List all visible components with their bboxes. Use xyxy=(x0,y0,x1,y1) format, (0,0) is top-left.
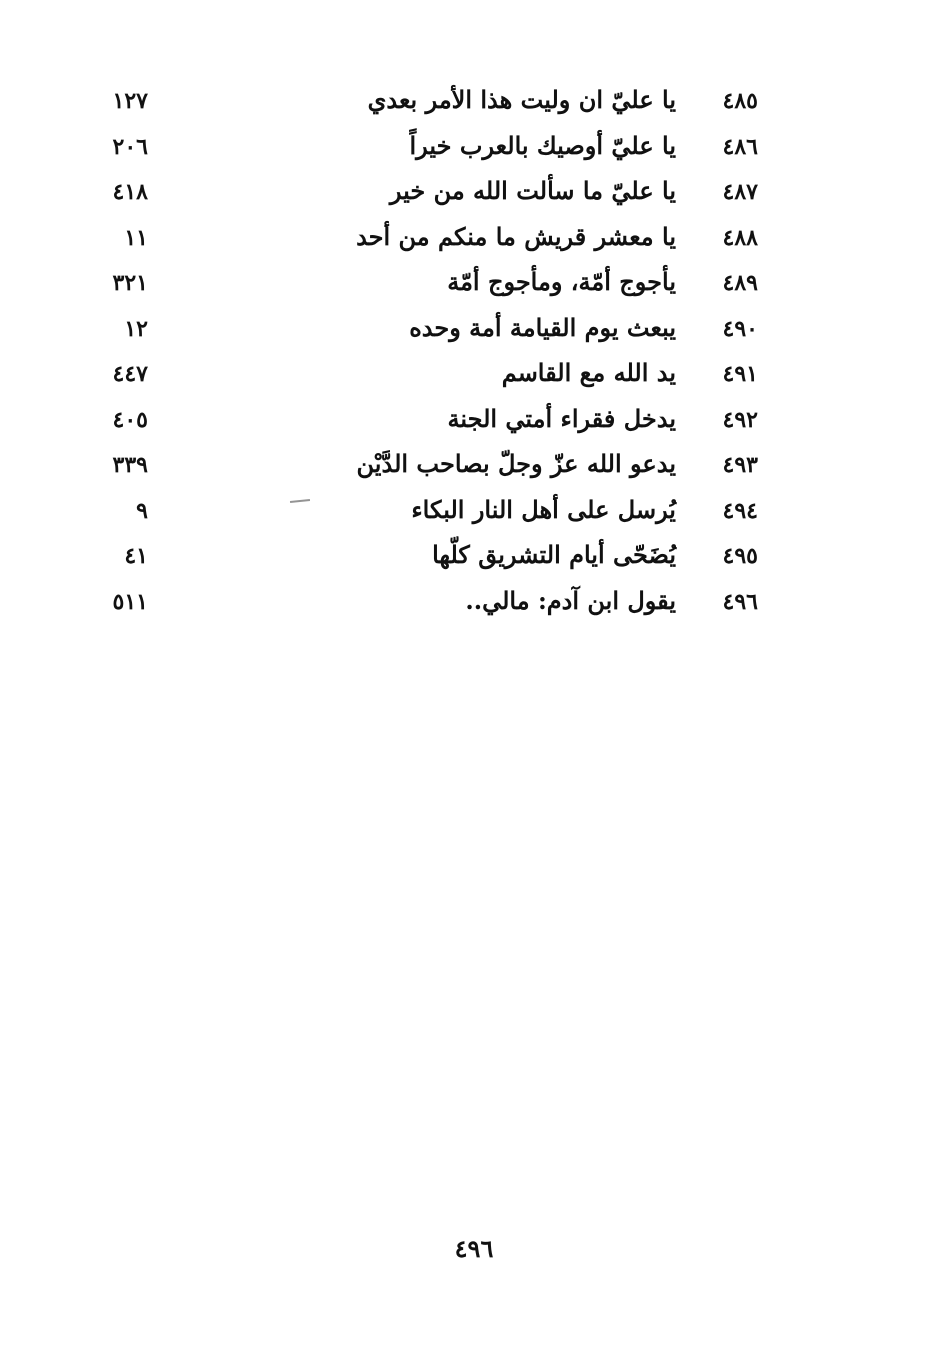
entry-text: يد الله مع القاسم xyxy=(501,358,676,387)
entry-number: ٤٨٩ xyxy=(722,270,758,296)
entry-number: ٤٩٥ xyxy=(722,543,758,569)
entry-page-number: ١١ xyxy=(124,224,148,251)
entry-number: ٤٩٦ xyxy=(722,588,758,615)
entry-text: يدعو الله عزّ وجلّ بصاحب الدَّيْن xyxy=(356,449,676,478)
index-entry xyxy=(0,217,948,263)
entry-page-number: ٣٣٩ xyxy=(112,452,148,478)
entry-page-number: ١٢٧ xyxy=(112,88,148,114)
entry-text: يبعث يوم القيامة أمة وحده xyxy=(409,312,676,342)
entry-number: ٤٩٠ xyxy=(722,315,758,342)
index-entry xyxy=(0,399,948,445)
entry-page-number: ٥١١ xyxy=(112,588,148,615)
index-entry xyxy=(0,171,948,217)
entry-number: ٤٩٤ xyxy=(722,497,758,524)
index-entry xyxy=(0,353,948,399)
entry-text: يا معشر قريش ما منكم من أحد xyxy=(356,221,676,251)
index-entry xyxy=(0,535,948,581)
entry-number: ٤٨٧ xyxy=(722,179,758,205)
index-entry xyxy=(0,490,948,536)
entry-page-number: ٤٤٧ xyxy=(112,361,148,387)
entry-number: ٤٩٢ xyxy=(722,406,758,433)
entry-number: ٤٨٥ xyxy=(722,88,758,114)
entry-text: يُضَحّى أيام التشريق كلّها xyxy=(432,540,676,569)
hadith-index-list xyxy=(0,80,948,626)
index-entry xyxy=(0,262,948,308)
index-entry xyxy=(0,308,948,354)
entry-page-number: ٣٢١ xyxy=(112,270,148,296)
entry-text: يدخل فقراء أمتي الجنة xyxy=(447,403,676,433)
entry-page-number: ١٢ xyxy=(124,315,148,342)
page-folio-number: ٤٩٦ xyxy=(454,1234,494,1263)
entry-text: يقول ابن آدم: مالي.. xyxy=(465,585,676,615)
entry-text: يا عليّ ما سألت الله من خير xyxy=(389,176,676,205)
entry-text: يا عليّ أوصيك بالعرب خيراً xyxy=(409,130,676,160)
entry-page-number: ٤١ xyxy=(124,543,148,569)
index-entry xyxy=(0,126,948,172)
entry-text: يأجوج أمّة، ومأجوج أمّة xyxy=(447,267,676,296)
entry-number: ٤٨٨ xyxy=(722,224,758,251)
entry-page-number: ٢٠٦ xyxy=(112,133,148,160)
entry-number: ٤٨٦ xyxy=(722,133,758,160)
entry-number: ٤٩١ xyxy=(722,361,758,387)
entry-page-number: ٤٠٥ xyxy=(112,406,148,433)
entry-number: ٤٩٣ xyxy=(722,452,758,478)
entry-text: يُرسل على أهل النار البكاء xyxy=(411,494,676,524)
entry-page-number: ٩ xyxy=(136,497,148,524)
entry-text: يا عليّ ان وليت هذا الأمر بعدي xyxy=(367,85,676,114)
index-entry xyxy=(0,80,948,126)
entry-page-number: ٤١٨ xyxy=(112,179,148,205)
index-entry xyxy=(0,444,948,490)
index-entry xyxy=(0,581,948,627)
